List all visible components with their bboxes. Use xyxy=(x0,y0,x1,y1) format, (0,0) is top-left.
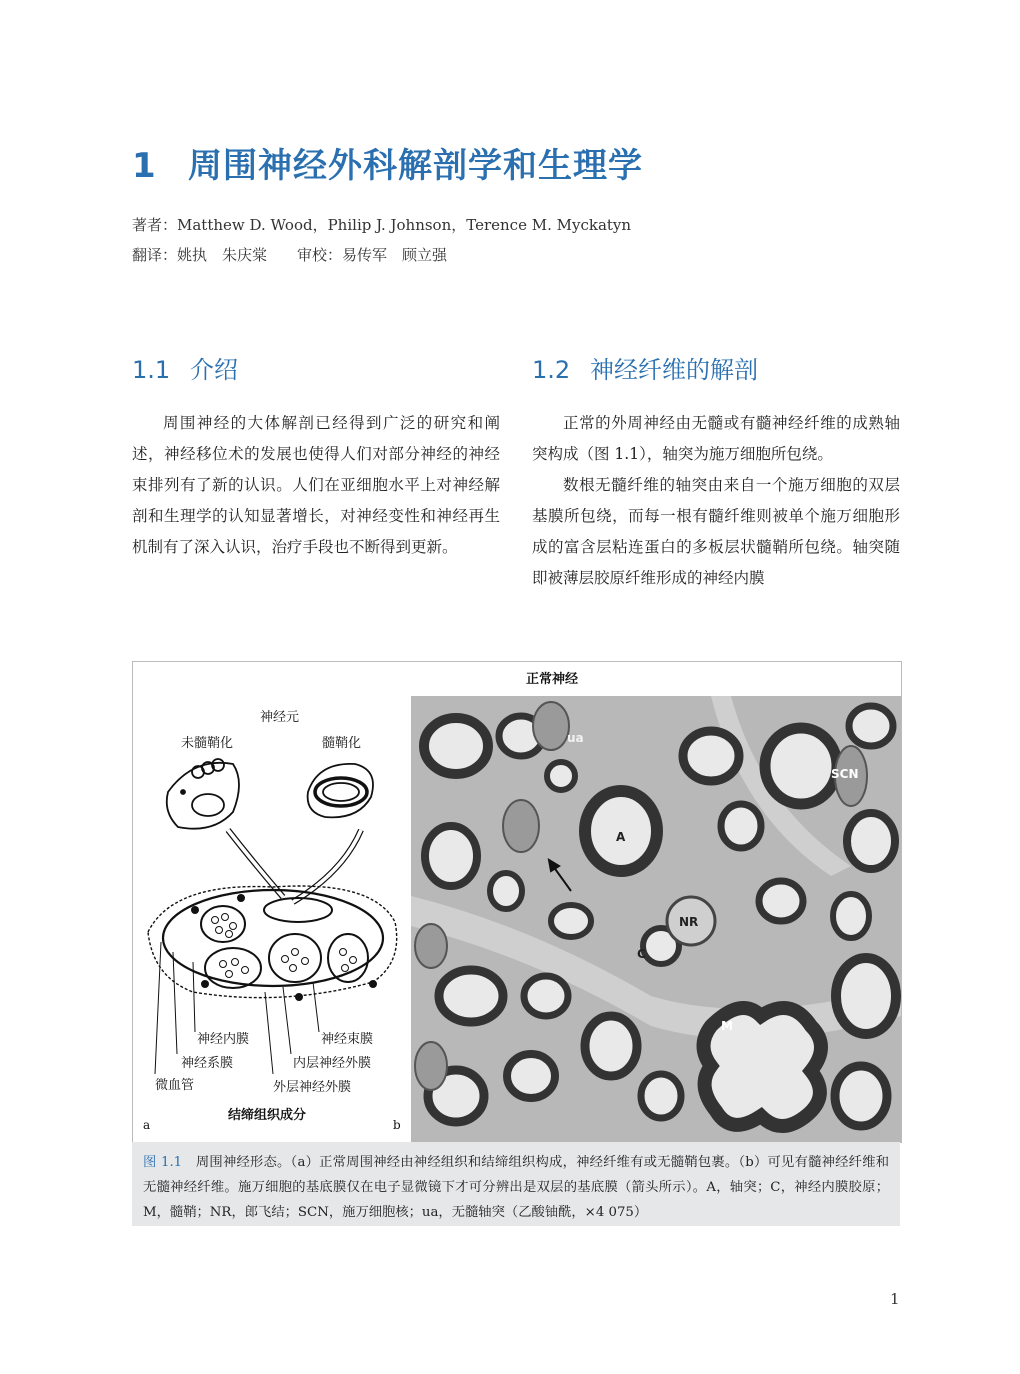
figure-title: 正常神经 xyxy=(525,672,578,687)
caption-text: 周围神经形态。（a）正常周围神经由神经组织和结缔组织构成，神经纤维有或无髓鞘包裹。（b）可见有髓神经纤维和无髓神经纤维。施万细胞的基底膜仅在电子显微镜下才可分辨出是双层的基底膜（箭头所示）。A，轴突；C，神经内膜胶原；M，髓鞘；NR，郎飞结；SCN，施万细胞核；ua，无髓轴突（乙酸铀酰，×4 075） xyxy=(143,1155,890,1220)
endoneurium-label: 神经内膜 xyxy=(197,1032,250,1047)
section-heading-1-1 xyxy=(132,350,238,385)
unmyelinated-label: 未髓鞘化 xyxy=(181,736,234,751)
label-a: A xyxy=(616,830,626,844)
panel-a-letter: a xyxy=(143,1118,151,1132)
authors-line: 著者：Matthew D. Wood，Philip J. Johnson，Terence M. Myckatyn xyxy=(132,216,632,234)
inner-epineurium-label: 内层神经外膜 xyxy=(293,1056,372,1071)
chapter-title xyxy=(132,138,643,187)
section-1-1-body xyxy=(132,408,500,563)
unmyelinated-cell-drawing xyxy=(167,759,239,829)
nerve-cross-section-drawing xyxy=(148,886,397,1001)
section-title: 神经纤维的解剖 xyxy=(590,356,758,384)
label-scn: SCN xyxy=(831,767,859,781)
capillary-label: 微血管 xyxy=(155,1078,195,1093)
neuron-label: 神经元 xyxy=(260,710,300,725)
section-1-2-body xyxy=(532,408,900,594)
panel-b-micrograph xyxy=(411,696,901,1142)
myelinated-cell-drawing xyxy=(308,764,373,817)
myelinated-label: 髓鞘化 xyxy=(322,736,362,751)
panel-b-letter: b xyxy=(393,1118,401,1132)
chapter-number: 1 xyxy=(132,146,157,186)
mesoneurium-label: 神经系膜 xyxy=(181,1056,234,1071)
figure-caption xyxy=(132,1142,900,1226)
perineurium-label: 神经束膜 xyxy=(321,1032,374,1047)
label-m: M xyxy=(721,1019,733,1033)
caption-number: 图 1.1 xyxy=(143,1155,183,1170)
translators-line: 翻译：姚执 朱庆棠 审校：易传军 顾立强 xyxy=(132,246,448,264)
section-number: 1.2 xyxy=(532,356,571,384)
paragraph: 周围神经的大体解剖已经得到广泛的研究和阐述，神经移位术的发展也使得人们对部分神经的神经束排列有了新的认识。人们在亚细胞水平上对神经解剖和生理学的认知显著增长，对神经变性和神经再生机制有了深入认识，治疗手段也不断得到更新。 xyxy=(132,414,500,556)
page-number: 1 xyxy=(890,1290,900,1308)
figure-1-1 xyxy=(132,661,902,1143)
paragraph: 数根无髓纤维的轴突由来自一个施万细胞的双层基膜所包绕，而每一根有髓纤维则被单个施万细胞形成的富含层粘连蛋白的多板层状髓鞘所包绕。轴突随即被薄层胶原纤维形成的神经内膜 xyxy=(532,476,900,587)
paragraph: 正常的外周神经由无髓或有髓神经纤维的成熟轴突构成（图 1.1），轴突为施万细胞所包绕。 xyxy=(532,414,900,463)
label-ua: ua xyxy=(567,731,584,745)
label-c: C xyxy=(637,947,646,961)
section-title: 介绍 xyxy=(190,356,238,384)
section-heading-1-2 xyxy=(532,350,758,385)
connective-tissue-footer: 结缔组织成分 xyxy=(228,1108,307,1123)
section-number: 1.1 xyxy=(132,356,171,384)
label-nr: NR xyxy=(679,915,699,929)
chapter-title-text: 周围神经外科解剖学和生理学 xyxy=(188,146,643,186)
outer-epineurium-label: 外层神经外膜 xyxy=(273,1080,352,1095)
